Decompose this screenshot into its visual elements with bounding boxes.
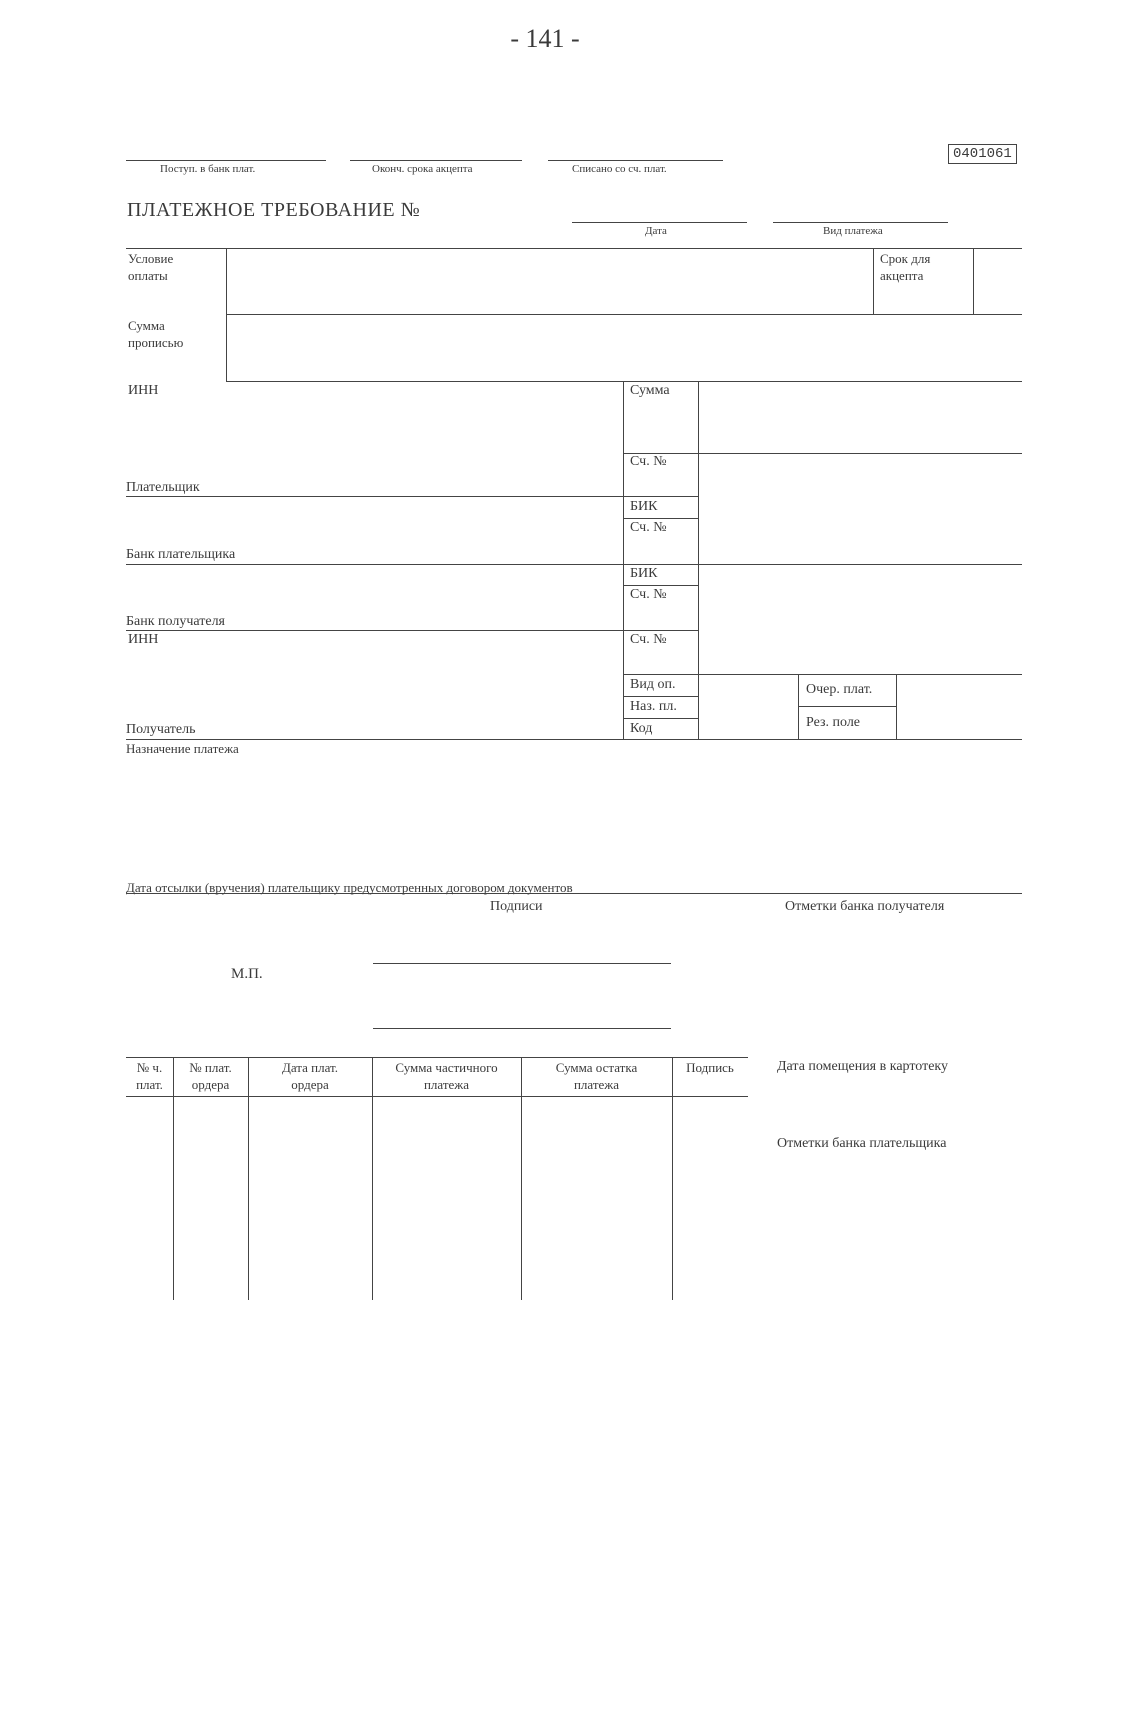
table-top-line	[126, 1057, 748, 1058]
payer-account-label: Сч. №	[630, 454, 667, 469]
reserve-label: Рез. поле	[806, 715, 861, 730]
table-header-cell: Сумма частичного платежа	[395, 1060, 498, 1092]
payee-bank-account-label: Сч. №	[630, 587, 667, 602]
row-line	[623, 453, 1022, 454]
stamp-label: М.П.	[231, 966, 263, 982]
amount-words-label: Сумма прописью	[128, 318, 184, 350]
docs-date-label: Дата отсылки (вручения) плательщику предусмотренных договором документов	[126, 880, 573, 895]
row-line	[126, 564, 1022, 565]
col-line	[226, 248, 227, 382]
payer-bank-account-label: Сч. №	[630, 520, 667, 535]
payer-inn-label: ИНН	[128, 383, 159, 398]
row-line	[226, 314, 1022, 315]
payer-bank-label: Банк плательщика	[126, 547, 236, 562]
row-line	[623, 674, 1022, 675]
payer-bank-bik-label: БИК	[630, 499, 658, 514]
op-type-label: Вид оп.	[630, 677, 676, 692]
payment-purpose-label: Назначение платежа	[126, 741, 239, 756]
payee-bank-bik-label: БИК	[630, 566, 658, 581]
col-line	[698, 381, 699, 739]
payee-inn-label: ИНН	[128, 632, 159, 647]
col-line	[873, 248, 874, 314]
acceptance-end-label: Оконч. срока акцепта	[372, 163, 473, 175]
card-file-date-label: Дата помещения в картотеку	[777, 1059, 949, 1074]
signature-line-2	[373, 1028, 671, 1029]
form-code: 0401061	[948, 144, 1017, 164]
payment-type-line	[773, 222, 948, 223]
row-line	[623, 518, 698, 519]
date-label: Дата	[645, 225, 667, 237]
table-header-cell: № плат. ордера	[189, 1060, 232, 1092]
purpose-code-label: Наз. пл.	[630, 699, 677, 714]
row-line	[126, 496, 698, 497]
date-line	[572, 222, 747, 223]
acceptance-period-label: Срок для акцепта	[880, 251, 931, 283]
col-line	[896, 674, 897, 739]
table-header-cell: Дата плат. ордера	[282, 1060, 338, 1092]
col-line	[672, 1057, 673, 1300]
table-header-cell: Сумма остатка платежа	[555, 1060, 638, 1092]
col-line	[973, 248, 974, 314]
received-label: Поступ. в банк плат.	[160, 163, 256, 175]
payee-label: Получатель	[126, 722, 196, 737]
payment-type-label: Вид платежа	[823, 225, 883, 237]
payee-bank-label: Банк получателя	[126, 614, 225, 629]
priority-label: Очер. плат.	[806, 682, 873, 697]
payer-label: Плательщик	[126, 480, 200, 495]
payer-bank-marks-label: Отметки банка плательщика	[777, 1136, 947, 1151]
row-line	[798, 706, 896, 707]
code-label: Код	[630, 721, 653, 736]
payment-terms-label: Условие оплаты	[128, 251, 174, 283]
row-line	[623, 585, 698, 586]
amount-label: Сумма	[630, 383, 670, 398]
received-line	[126, 160, 326, 161]
payee-bank-marks-label: Отметки банка получателя	[785, 899, 945, 914]
table-header-line	[126, 1096, 748, 1097]
table-header-cell: № ч. плат.	[136, 1060, 163, 1092]
table-header-cell: Подпись	[686, 1060, 734, 1075]
row-line	[623, 718, 698, 719]
row-line	[126, 739, 1022, 740]
debited-line	[548, 160, 723, 161]
col-line	[623, 381, 624, 739]
payee-account-label: Сч. №	[630, 632, 667, 647]
row-line	[126, 630, 698, 631]
acceptance-end-line	[350, 160, 522, 161]
signatures-label: Подписи	[490, 899, 543, 914]
form-title: ПЛАТЕЖНОЕ ТРЕБОВАНИЕ №	[127, 199, 421, 221]
row-line	[126, 893, 1022, 894]
debited-label: Списано со сч. плат.	[572, 163, 667, 175]
page-number: - 141 -	[510, 24, 580, 53]
row-line	[126, 248, 1022, 249]
row-line	[226, 381, 1022, 382]
signature-line-1	[373, 963, 671, 964]
row-line	[623, 696, 698, 697]
